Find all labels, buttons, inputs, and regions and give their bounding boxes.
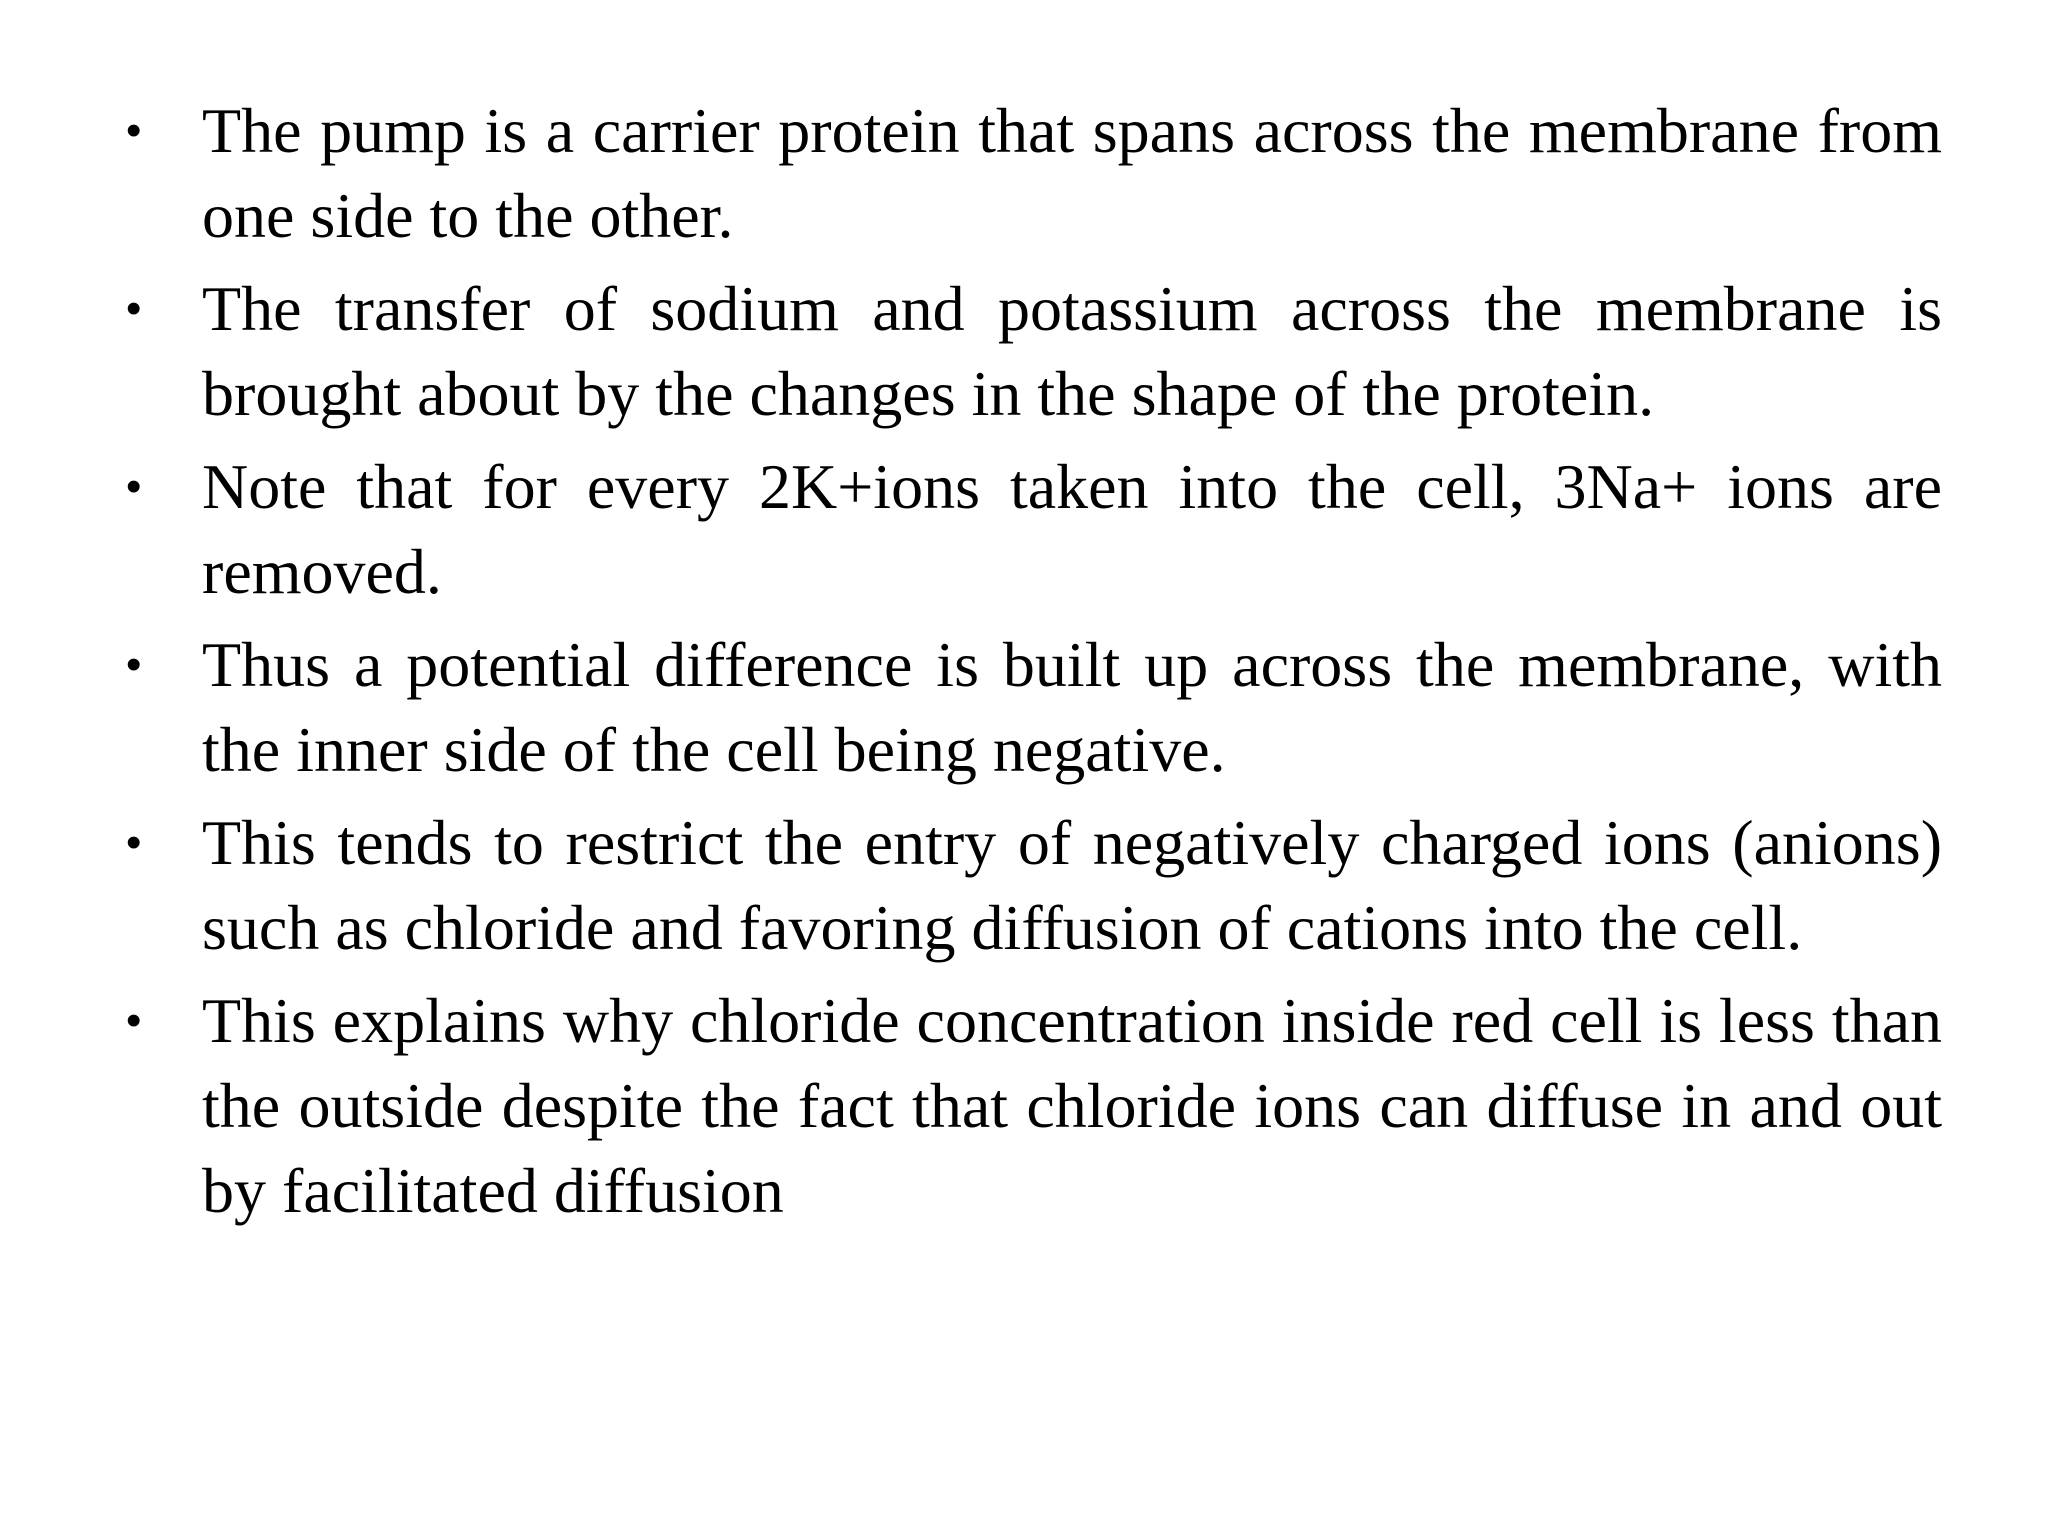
- bullet-text: The pump is a carrier protein that spans across the membrane from one side to the other.: [202, 95, 1942, 251]
- bullet-text: Note that for every 2K+ions taken into the cell, 3Na+ ions are removed.: [202, 451, 1942, 607]
- bullet-item: [120, 800, 1942, 970]
- bullet-item: [120, 622, 1942, 792]
- bullet-list: [120, 88, 1942, 1241]
- bullet-icon: •: [126, 640, 142, 689]
- bullet-item: [120, 88, 1942, 258]
- bullet-text: This tends to restrict the entry of negatively charged ions (anions) such as chloride and favoring diffusion of cations into the cell.: [202, 807, 1942, 963]
- bullet-text: Thus a potential difference is built up across the membrane, with the inner side of the cell being negative.: [202, 629, 1942, 785]
- bullet-icon: •: [126, 462, 142, 511]
- bullet-text: This explains why chloride concentration inside red cell is less than the outside despite the fact that chloride ions can diffuse in and out by facilitated diffusion: [202, 985, 1942, 1226]
- bullet-item: [120, 444, 1942, 614]
- bullet-item: [120, 978, 1942, 1233]
- bullet-icon: •: [126, 284, 142, 333]
- bullet-icon: •: [126, 106, 142, 155]
- bullet-text: The transfer of sodium and potassium across the membrane is brought about by the changes in the shape of the protein.: [202, 273, 1942, 429]
- bullet-icon: •: [126, 996, 142, 1045]
- bullet-item: [120, 266, 1942, 436]
- bullet-icon: •: [126, 818, 142, 867]
